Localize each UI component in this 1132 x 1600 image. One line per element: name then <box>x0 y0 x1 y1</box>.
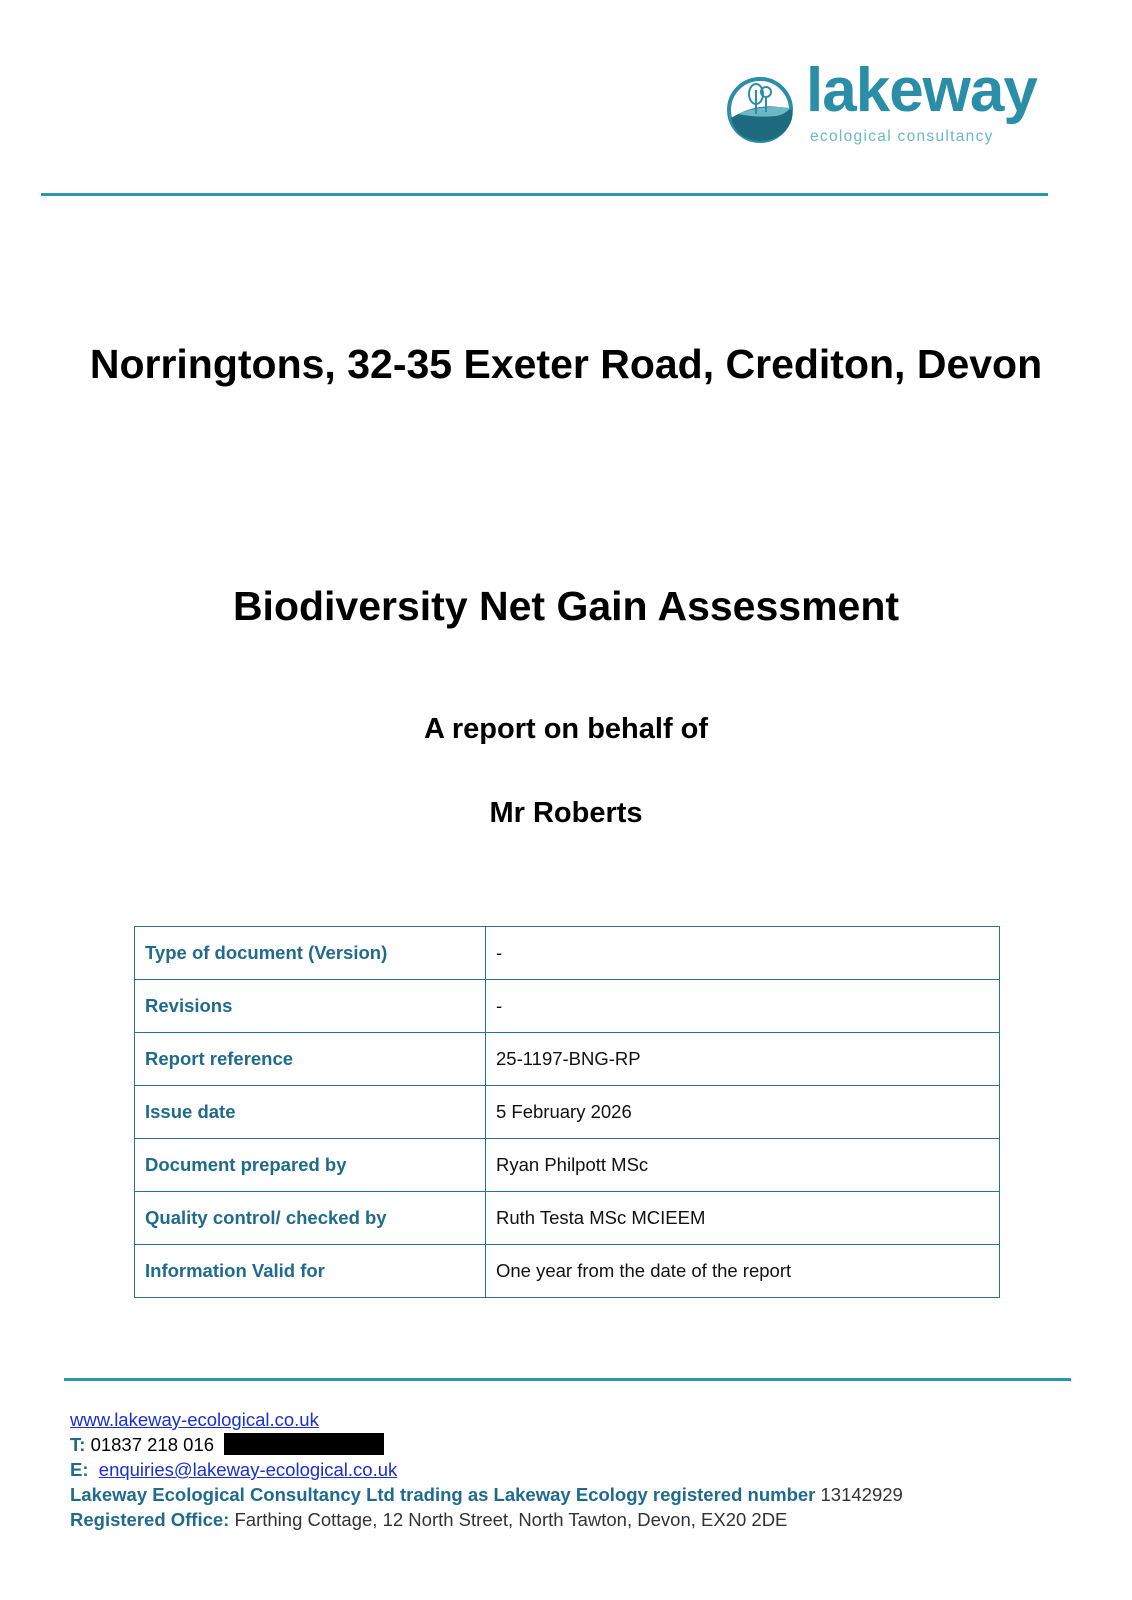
table-row <box>135 927 1000 980</box>
footer-divider <box>64 1378 1071 1381</box>
office-label: Registered Office: <box>70 1509 230 1530</box>
header-divider <box>41 193 1048 196</box>
report-title: Biodiversity Net Gain Assessment <box>232 583 900 629</box>
footer-email-line <box>70 1457 903 1482</box>
footer <box>70 1407 903 1532</box>
redaction-bar <box>224 1433 384 1455</box>
row-label: Information Valid for <box>135 1245 486 1298</box>
company-number: 13142929 <box>820 1484 903 1505</box>
row-label: Document prepared by <box>135 1139 486 1192</box>
row-value: - <box>486 927 1000 980</box>
row-label: Quality control/ checked by <box>135 1192 486 1245</box>
document-info-table <box>134 926 1000 1298</box>
row-value: Ryan Philpott MSc <box>486 1139 1000 1192</box>
row-label: Report reference <box>135 1033 486 1086</box>
table-row <box>135 1033 1000 1086</box>
footer-phone-line <box>70 1432 903 1457</box>
lakeway-logo <box>726 56 1037 150</box>
site-title: Norringtons, 32-35 Exeter Road, Crediton, Devon <box>89 341 1043 387</box>
phone-label: T: <box>70 1434 86 1455</box>
behalf-label: A report on behalf of <box>423 713 709 745</box>
row-value: 5 February 2026 <box>486 1086 1000 1139</box>
footer-website-line <box>70 1407 903 1432</box>
table-row <box>135 1192 1000 1245</box>
phone-number: 01837 218 016 <box>90 1434 215 1455</box>
client-name: Mr Roberts <box>489 797 643 829</box>
footer-office-line <box>70 1507 903 1532</box>
table-row <box>135 1139 1000 1192</box>
row-value: 25-1197-BNG-RP <box>486 1033 1000 1086</box>
website-link[interactable]: www.lakeway-ecological.co.uk <box>70 1409 319 1430</box>
row-label: Type of document (Version) <box>135 927 486 980</box>
table-row <box>135 1245 1000 1298</box>
table-row <box>135 980 1000 1033</box>
email-label: E: <box>70 1459 89 1480</box>
row-value: Ruth Testa MSc MCIEEM <box>486 1192 1000 1245</box>
company-text: Lakeway Ecological Consultancy Ltd trading as Lakeway Ecology registered number <box>70 1484 816 1505</box>
row-value: One year from the date of the report <box>486 1245 1000 1298</box>
logo-tagline: ecological consultancy <box>810 128 994 145</box>
logo-wordmark: lakeway <box>806 56 1037 125</box>
office-address: Farthing Cottage, 12 North Street, North Tawton, Devon, EX20 2DE <box>234 1509 788 1530</box>
table-row <box>135 1086 1000 1139</box>
email-link[interactable]: enquiries@lakeway-ecological.co.uk <box>98 1459 398 1480</box>
row-label: Issue date <box>135 1086 486 1139</box>
row-label: Revisions <box>135 980 486 1033</box>
footer-company-line <box>70 1482 903 1507</box>
row-value: - <box>486 980 1000 1033</box>
lakeway-logo-icon <box>726 70 796 146</box>
